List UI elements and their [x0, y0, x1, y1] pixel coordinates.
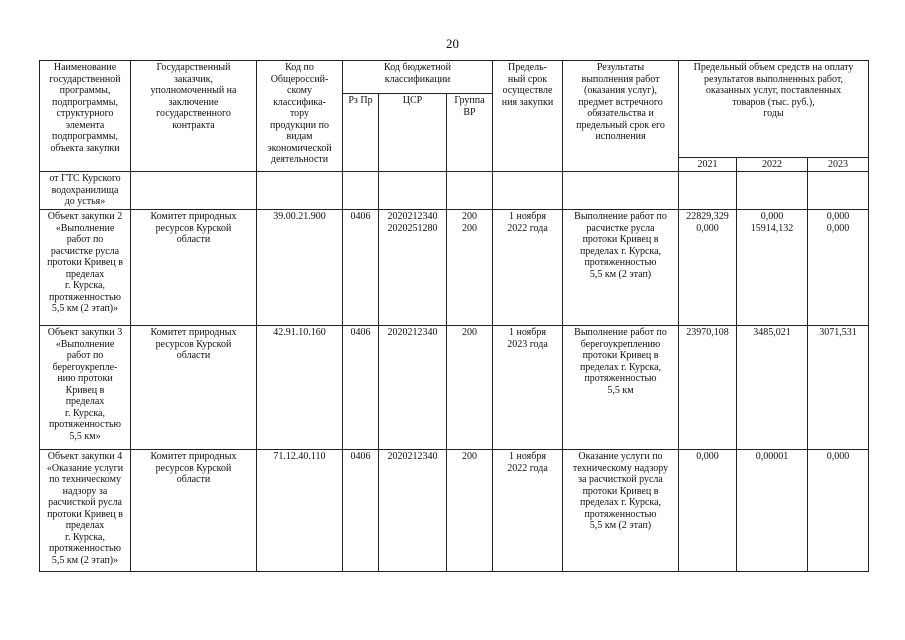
- cell-csr: 2020212340: [379, 326, 447, 450]
- header-rzpr: Рз Пр: [343, 94, 379, 172]
- cell-results: [563, 172, 679, 210]
- cell-2023: 0,000: [808, 450, 869, 572]
- cell-vr: 200: [447, 326, 493, 450]
- cell-customer: Комитет природных ресурсов Курской области: [131, 450, 257, 572]
- header-deadline: Предель- ный срок осуществле ния закупки: [493, 61, 563, 172]
- cell-deadline: 1 ноября 2022 года: [493, 450, 563, 572]
- procurement-table: [39, 60, 869, 572]
- cell-rzpr: 0406: [343, 326, 379, 450]
- header-volume: Предельный объем средств на оплату результатов выполненных работ, оказанных услуг, поставленных товаров (тыс. руб.), годы: [679, 61, 869, 158]
- cell-rzpr: 0406: [343, 450, 379, 572]
- header-customer: Государственный заказчик, уполномоченный на заключение государственного контракта: [131, 61, 257, 172]
- table-row: [40, 450, 869, 572]
- page-number: 20: [446, 36, 459, 51]
- cell-okpd: 42.91.10.160: [257, 326, 343, 450]
- cell-2023: [808, 172, 869, 210]
- cell-name: от ГТС Курского водохранилища до устья»: [40, 172, 131, 210]
- cell-rzpr: [343, 172, 379, 210]
- cell-results: Оказание услуги по техническому надзору за расчисткой русла протоки Кривец в пределах г. Курска, протяженностью 5,5 км (2 этап): [563, 450, 679, 572]
- table-row: [40, 326, 869, 450]
- cell-vr: 200 200: [447, 210, 493, 326]
- cell-2022: [737, 172, 808, 210]
- cell-2021: 0,000: [679, 450, 737, 572]
- cell-results: Выполнение работ по берегоукреплению протоки Кривец в пределах г. Курска, протяженностью 5,5 км: [563, 326, 679, 450]
- cell-vr: [447, 172, 493, 210]
- cell-csr: 2020212340: [379, 450, 447, 572]
- cell-2023: 3071,531: [808, 326, 869, 450]
- table-row: [40, 172, 869, 210]
- cell-rzpr: 0406: [343, 210, 379, 326]
- header-year-2023: 2023: [808, 157, 869, 172]
- cell-csr: 2020212340 2020251280: [379, 210, 447, 326]
- cell-2021: [679, 172, 737, 210]
- cell-name: Объект закупки 2 «Выполнение работ по расчистке русла протоки Кривец в пределах г. Курска, протяженностью 5,5 км (2 этап)»: [40, 210, 131, 326]
- cell-deadline: 1 ноября 2023 года: [493, 326, 563, 450]
- cell-deadline: [493, 172, 563, 210]
- cell-customer: Комитет природных ресурсов Курской области: [131, 326, 257, 450]
- cell-name: Объект закупки 3 «Выполнение работ по берегоукрепле- нию протоки Кривец в пределах г. Курска, протяженностью 5,5 км»: [40, 326, 131, 450]
- header-year-2021: 2021: [679, 157, 737, 172]
- cell-vr: 200: [447, 450, 493, 572]
- cell-customer: Комитет природных ресурсов Курской области: [131, 210, 257, 326]
- cell-okpd: [257, 172, 343, 210]
- cell-2021: 22829,329 0,000: [679, 210, 737, 326]
- cell-deadline: 1 ноября 2022 года: [493, 210, 563, 326]
- cell-okpd: 71.12.40.110: [257, 450, 343, 572]
- header-year-2022: 2022: [737, 157, 808, 172]
- header-group-vr: Группа ВР: [447, 94, 493, 172]
- header-okpd: Код по Общероссий- скому классифика- тору продукции по видам экономической деятельности: [257, 61, 343, 172]
- header-csr: ЦСР: [379, 94, 447, 172]
- cell-name: Объект закупки 4 «Оказание услуги по техническому надзору за расчисткой русла протоки Кривец в пределах г. Курска, протяженностью 5,5 км (2 этап)»: [40, 450, 131, 572]
- cell-okpd: 39.00.21.900: [257, 210, 343, 326]
- header-budget-code: Код бюджетной классификации: [343, 61, 493, 94]
- cell-2022: 0,00001: [737, 450, 808, 572]
- header-name: Наименование государственной программы, подпрограммы, структурного элемента подпрограммы, объекта закупки: [40, 61, 131, 172]
- cell-2022: 0,000 15914,132: [737, 210, 808, 326]
- cell-results: Выполнение работ по расчистке русла протоки Кривец в пределах г. Курска, протяженностью 5,5 км (2 этап): [563, 210, 679, 326]
- cell-csr: [379, 172, 447, 210]
- table-row: [40, 210, 869, 326]
- cell-2022: 3485,021: [737, 326, 808, 450]
- cell-customer: [131, 172, 257, 210]
- header-results: Результаты выполнения работ (оказания услуг), предмет встречного обязательства и предельный срок его исполнения: [563, 61, 679, 172]
- cell-2023: 0,000 0,000: [808, 210, 869, 326]
- cell-2021: 23970,108: [679, 326, 737, 450]
